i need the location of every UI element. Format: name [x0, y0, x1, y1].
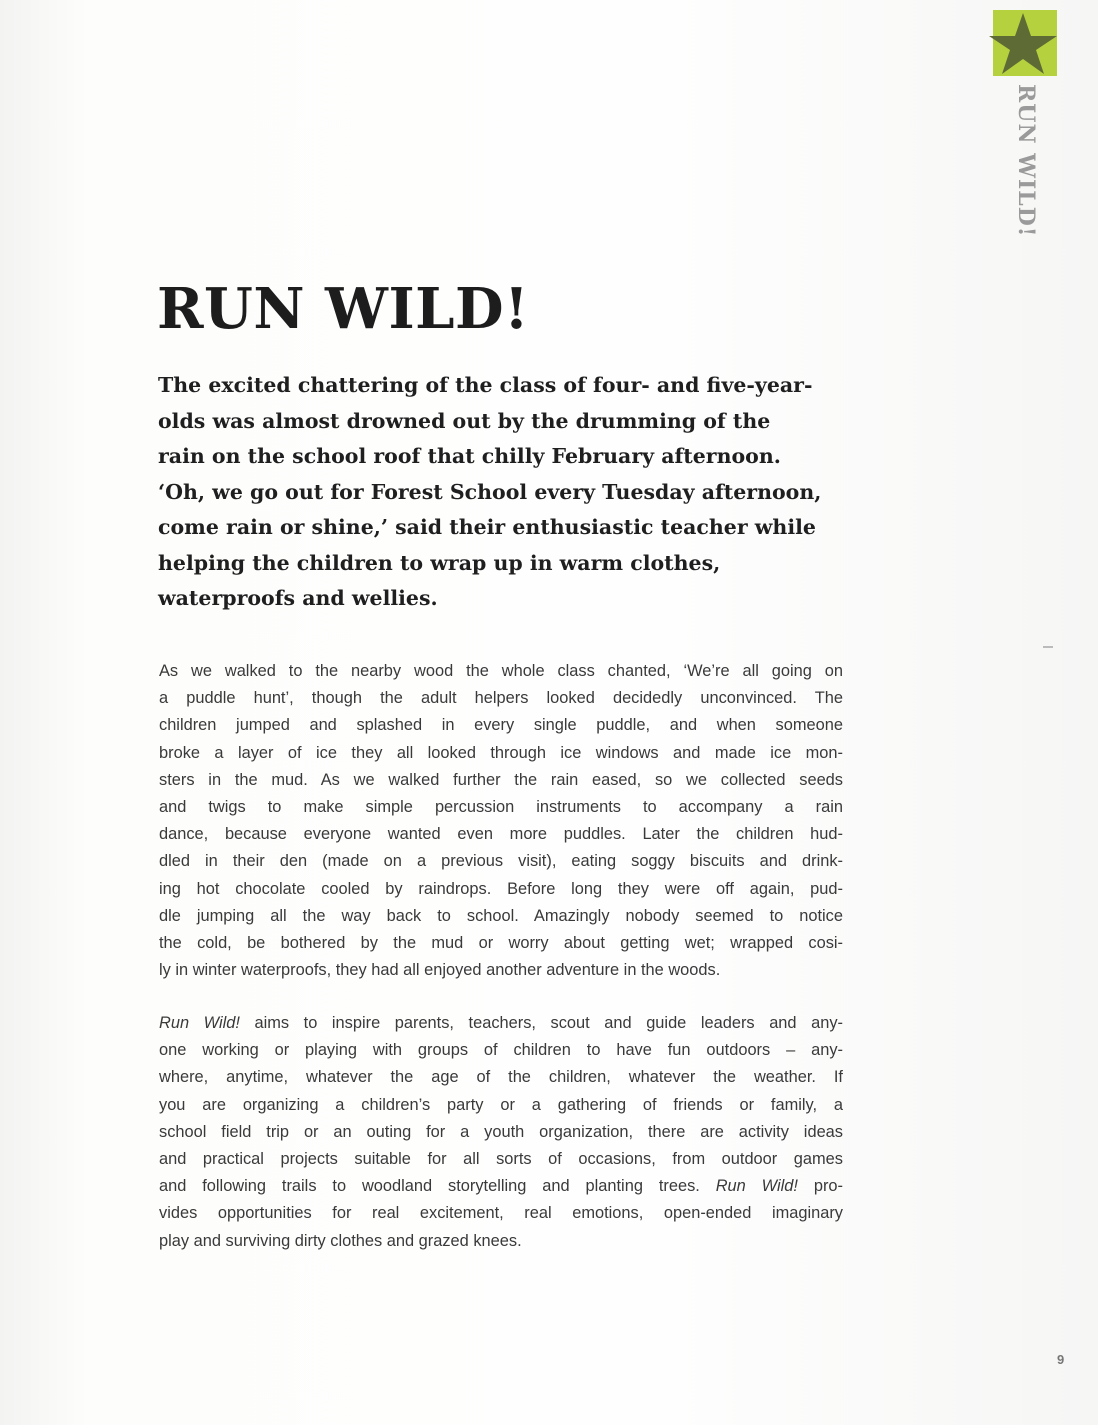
margin-mark [1043, 646, 1053, 648]
body-line: where, anytime, whatever the age of the children, whatever the weather. If [159, 1068, 843, 1087]
body-line: dle jumping all the way back to school. Amazingly nobody seemed to notice [159, 906, 843, 925]
intro-paragraph [158, 368, 870, 617]
body-line: dance, because everyone wanted even more puddles. Later the children hud- [159, 825, 843, 844]
book-title-italic: Run Wild! [715, 1177, 798, 1196]
body-text: aims to inspire parents, teachers, scout and guide leaders and any- [239, 1014, 843, 1032]
body-line: As we walked to the nearby wood the whole class chanted, ‘We’re all going on [159, 662, 843, 680]
body-line: and practical projects suitable for all sorts of occasions, from outdoor games [159, 1150, 843, 1169]
body-line: vides opportunities for real excitement, real emotions, open-ended imaginary [159, 1204, 843, 1223]
intro-line: olds was almost drowned out by the drumming of the [158, 408, 771, 433]
body-line: school field trip or an outing for a youth organization, there are activity ideas [159, 1122, 843, 1141]
body-line [159, 1173, 843, 1200]
body-line: the cold, be bothered by the mud or worry about getting wet; wrapped cosi- [159, 934, 843, 953]
running-head: RUN WILD! [1013, 84, 1039, 238]
intro-line: come rain or shine,’ said their enthusiastic teacher while [158, 515, 816, 539]
intro-line: rain on the school roof that chilly February afternoon. [158, 444, 781, 468]
intro-line: ‘Oh, we go out for Forest School every Tuesday afternoon, [158, 479, 822, 504]
body-line: ly in winter waterproofs, they had all enjoyed another adventure in the woods. [159, 961, 721, 980]
intro-line: waterproofs and wellies. [158, 586, 438, 610]
body-line: a puddle hunt’, though the adult helpers looked decidedly unconvinced. The [159, 689, 843, 708]
body-line: children jumped and splashed in every single puddle, and when someone [159, 716, 843, 735]
page-title: RUN WILD! [157, 276, 530, 342]
body-line: sters in the mud. As we walked further the rain eased, so we collected seeds [159, 770, 843, 789]
body-line: ing hot chocolate cooled by raindrops. Before long they were off again, pud- [159, 879, 843, 898]
intro-line: helping the children to wrap up in warm clothes, [158, 550, 721, 575]
body-paragraph-1 [159, 658, 843, 984]
body-line: you are organizing a children’s party or a gathering of friends or family, a [159, 1095, 843, 1114]
body-line: and twigs to make simple percussion instruments to accompany a rain [159, 798, 843, 817]
body-line: play and surviving dirty clothes and grazed knees. [159, 1231, 522, 1250]
body-paragraph-2 [159, 1010, 843, 1255]
intro-line: The excited chattering of the class of four- and five-year- [158, 373, 813, 397]
body-line: broke a layer of ice they all looked through ice windows and made ice mon- [159, 743, 843, 762]
body-line [159, 1010, 843, 1037]
body-line: dled in their den (made on a previous visit), eating soggy biscuits and drink- [159, 852, 843, 871]
section-tab [993, 10, 1057, 76]
body-text: pro- [797, 1177, 844, 1196]
body-text: and following trails to woodland storytelling and planting trees. [159, 1177, 716, 1196]
star-icon [987, 12, 1059, 76]
page-number: 9 [1057, 1352, 1065, 1367]
book-title-italic: Run Wild! [159, 1014, 240, 1032]
body-line: one working or playing with groups of children to have fun outdoors – any- [159, 1041, 843, 1060]
